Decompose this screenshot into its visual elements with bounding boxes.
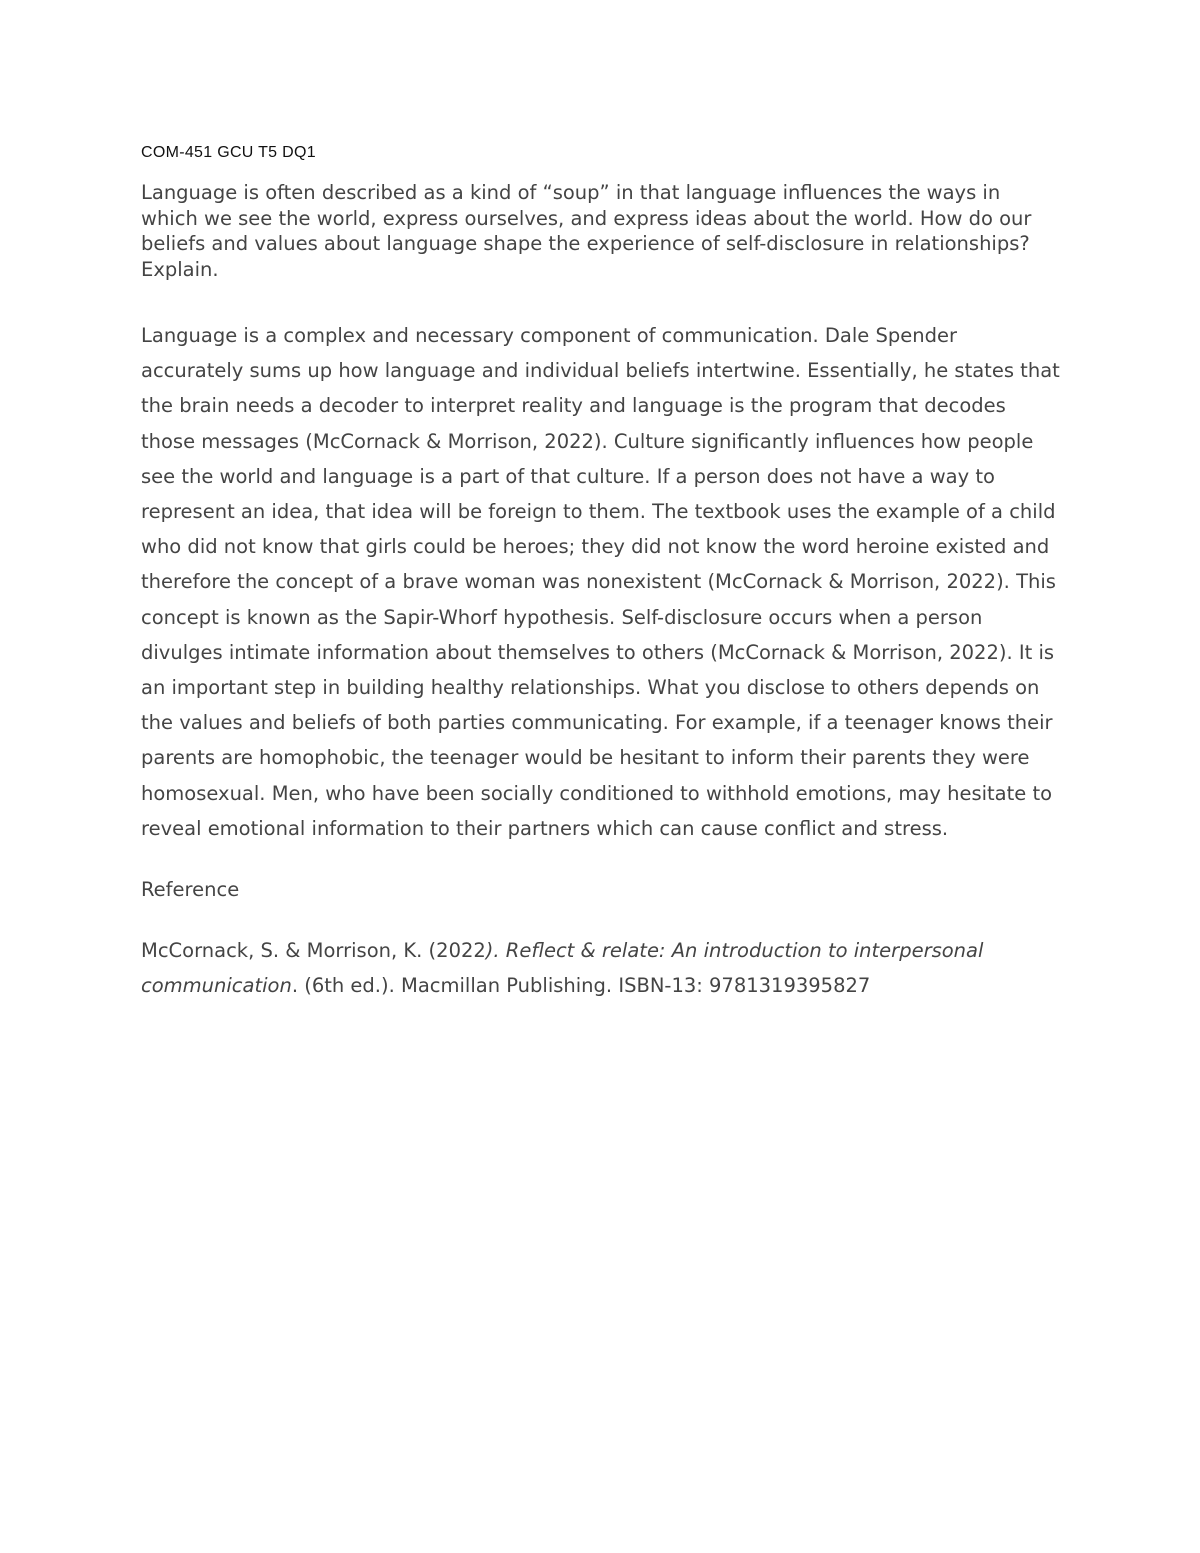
document-title: COM-451 GCU T5 DQ1 [141, 144, 316, 161]
citation-book-title: ). Reflect & relate: An introduction to interpersonal communication [141, 939, 984, 998]
discussion-answer: Language is a complex and necessary component of communication. Dale Spender accurately sums up how language and individual beliefs intertwine. Essentially, he states that the brain needs a decoder to interpret reality and language is the program that decodes those messages (McCornack & Morrison, 2022). Culture significantly influences how people see the world and language is a part of that culture. If a person does not have a way to represent an idea, that idea will be foreign to them. The textbook uses the example of a child who did not know that girls could be heroes; they did not know the word heroine existed and therefore the concept of a brave woman was nonexistent (McCornack & Morrison, 2022). This concept is known as the Sapir-Whorf hypothesis. Self-disclosure occurs when a person divulges intimate information about themselves to others (McCornack & Morrison, 2022). It is an important step in building healthy relationships. What you disclose to others depends on the values and beliefs of both parties communicating. For example, if a teenager knows their parents are homophobic, the teenager would be hesitant to inform their parents they were homosexual. Men, who have been socially conditioned to withhold emotions, may hesitate to reveal emotional information to their partners which can cause conflict and stress. [141, 324, 1060, 840]
citation-publication-details: . (6th ed.). Macmillan Publishing. ISBN-13: 9781319395827 [291, 974, 871, 998]
reference-heading: Reference [141, 878, 240, 902]
discussion-prompt: Language is often described as a kind of “soup” in that language influences the ways in which we see the world, express ourselves, and express ideas about the world. How do our beliefs and values about language shape the experience of self-disclosure in relationships? Explain. [141, 181, 1032, 281]
citation-authors-year: McCornack, S. & Morrison, K. (2022 [141, 939, 486, 963]
reference-citation [141, 933, 1061, 1003]
document-content [141, 144, 1061, 1003]
